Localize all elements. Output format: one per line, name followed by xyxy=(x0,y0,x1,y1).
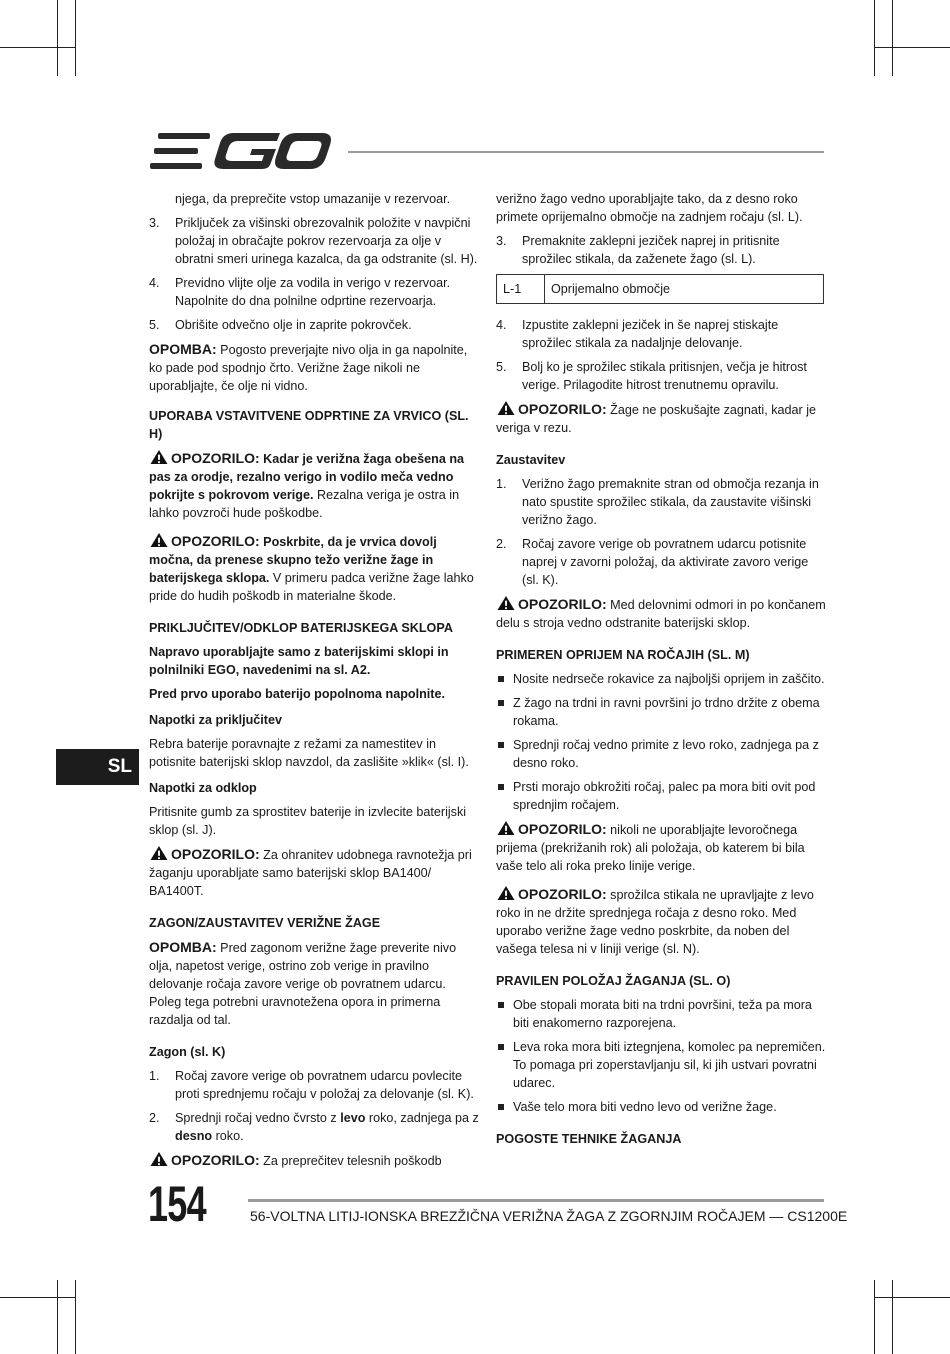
legend-table xyxy=(496,274,824,304)
subheading: Zagon (sl. K) xyxy=(149,1045,226,1059)
warning-icon xyxy=(149,845,169,861)
section-heading: PRIKLJUČITEV/ODKLOP BATERIJSKEGA SKLOPA xyxy=(149,621,453,635)
bullet-icon xyxy=(498,1044,504,1050)
list-item: 4. Izpustite zaklepni jeziček in še naprej stiskajte sprožilec stikala za nadaljnje delovanje. xyxy=(496,318,779,350)
header-rule xyxy=(348,151,824,153)
crop-mark xyxy=(892,0,893,76)
bold-paragraph: Napravo uporabljajte samo z baterijskimi sklopi in polnilniki EGO, navedenimi na sl. A2. xyxy=(149,645,449,677)
bullet-icon xyxy=(498,1002,504,1008)
crop-mark xyxy=(874,0,875,76)
warning: OPOZORILO: Žage ne poskušajte zagnati, kadar je veriga v rezu. xyxy=(496,401,816,435)
right-column xyxy=(496,190,826,1154)
list-item: 1. Ročaj zavore verige ob povratnem udarcu povlecite proti sprednjemu ročaju v položaj za delovanje (sl. K). xyxy=(149,1069,474,1101)
continued-text: njega, da preprečite vstop umazanije v rezervoar. xyxy=(175,192,451,206)
warning: OPOZORILO: Poskrbite, da je vrvica dovolj močna, da prenese skupno težo verižne žage in baterijskega sklopa. V primeru padca verižne žage lahko pride do hudih poškodb in materialne škode. xyxy=(149,533,474,603)
subheading: Napotki za priključitev xyxy=(149,713,282,727)
bullet-icon xyxy=(498,742,504,748)
list-item: Obe stopali morata biti na trdni površini, teža pa mora biti enakomerno razporejena. xyxy=(496,996,826,1032)
crop-mark xyxy=(0,1297,76,1298)
page-number: 154 xyxy=(148,1176,206,1232)
crop-mark xyxy=(75,0,76,76)
list-item: 3. Premaknite zaklepni jeziček naprej in pritisnite sprožilec stikala, da zaženete žago (sl. L). xyxy=(496,234,780,266)
bullet-icon xyxy=(498,784,504,790)
warning-icon xyxy=(496,885,516,901)
section-heading: POGOSTE TEHNIKE ŽAGANJA xyxy=(496,1132,682,1146)
table-row xyxy=(497,275,824,304)
crop-mark xyxy=(874,1297,950,1298)
warning: OPOZORILO: Med delovnimi odmori in po končanem delu s stroja vedno odstranite baterijski sklop. xyxy=(496,596,826,630)
paragraph: Pritisnite gumb za sprostitev baterije in izvlecite baterijski sklop (sl. J). xyxy=(149,805,467,837)
list-item: 5. Obrišite odvečno olje in zaprite pokrovček. xyxy=(149,318,412,332)
section-heading: ZAGON/ZAUSTAVITEV VERIŽNE ŽAGE xyxy=(149,916,381,930)
warning: OPOZORILO: Za ohranitev udobnega ravnotežja pri žaganju uporabljate samo baterijski sklop BA1400/ BA1400T. xyxy=(149,846,472,898)
warning-icon xyxy=(496,595,516,611)
subheading: Zaustavitev xyxy=(496,453,566,467)
crop-mark xyxy=(57,0,58,76)
crop-mark xyxy=(874,47,950,48)
bullet-icon xyxy=(498,1104,504,1110)
ego-logo xyxy=(150,131,332,171)
warning-icon xyxy=(496,400,516,416)
footer-title: 56-VOLTNA LITIJ-IONSKA BREZŽIČNA VERIŽNA ŽAGA Z ZGORNJIM ROČAJEM — CS1200E xyxy=(250,1208,848,1224)
list-item: 3. Priključek za višinski obrezovalnik položite v navpični položaj in obračajte pokrov rezervoarja za olje v obratni smeri urinega kazalca, da ga odstranite (sl. H). xyxy=(149,216,478,266)
crop-mark xyxy=(75,1280,76,1354)
list-item: 4. Previdno vlijte olje za vodila in verigo v rezervoar. Napolnite do dna polnilne odprtine rezervoarja. xyxy=(149,276,451,308)
list-item: 1. Verižno žago premaknite stran od območja rezanja in nato spustite sprožilec stikala, da zaustavite višinski verižno žago. xyxy=(496,477,819,527)
left-column xyxy=(149,190,479,1176)
list-item: 2. Ročaj zavore verige ob povratnem udarcu potisnite naprej v zavorni položaj, da aktivirate zavoro verige (sl. K). xyxy=(496,537,809,587)
section-heading: UPORABA VSTAVITVENE ODPRTINE ZA VRVICO (SL. H) xyxy=(149,409,469,441)
warning: OPOZORILO: nikoli ne uporabljajte levoročnega prijema (prekrižanih rok) ali položaja, ob katerem bi bila vaše telo ali roka preko linije verige. xyxy=(496,821,805,873)
warning-icon xyxy=(496,820,516,836)
subheading: Napotki za odklop xyxy=(149,781,257,795)
language-tab: SL xyxy=(56,749,139,785)
list-item: Vaše telo mora biti vedno levo od verižne žage. xyxy=(496,1098,826,1116)
list-item: 5. Bolj ko je sprožilec stikala pritisnjen, večja je hitrost verige. Prilagodite hitrost trenutnemu opravilu. xyxy=(496,360,807,392)
warning: OPOZORILO: Za preprečitev telesnih poškodb xyxy=(149,1151,479,1170)
legend-key: L-1 xyxy=(497,275,545,304)
bold-paragraph: Pred prvo uporabo baterijo popolnoma napolnite. xyxy=(149,687,445,701)
bullet-icon xyxy=(498,700,504,706)
note: OPOMBA: Pogosto preverjajte nivo olja in ga napolnite, ko pade pod spodnjo črto. Verižne žage nikoli ne uporabljajte, če olje ni vidno. xyxy=(149,341,468,393)
warning: OPOZORILO: sprožilca stikala ne upravljajte z levo roko in ne držite sprednjega ročaja z desno roko. Med uporabo verižne žage vedno poskrbite, da noben del vašega telesa ni v liniji verige (sl. N). xyxy=(496,886,814,956)
list-item: Sprednji ročaj vedno primite z levo roko, zadnjega pa z desno roko. xyxy=(496,736,826,772)
list-item: Prsti morajo obkrožiti ročaj, palec pa mora biti ovit pod sprednjim ročajem. xyxy=(496,778,826,814)
section-heading: PRIMEREN OPRIJEM NA ROČAJIH (SL. M) xyxy=(496,648,750,662)
continued-text: verižno žago vedno uporabljajte tako, da z desno roko primete oprijemalno območje na zadnjem ročaju (sl. L). xyxy=(496,192,803,224)
crop-mark xyxy=(0,47,76,48)
section-heading: PRAVILEN POLOŽAJ ŽAGANJA (SL. O) xyxy=(496,974,731,988)
bullet-icon xyxy=(498,676,504,682)
crop-mark xyxy=(57,1280,58,1354)
list-item: Leva roka mora biti iztegnjena, komolec pa nepremičen. To pomaga pri zoperstavljanju sil, ki jih ustvari povratni udarec. xyxy=(496,1038,826,1092)
paragraph: Rebra baterije poravnajte z režami za namestitev in potisnite baterijski sklop navzdol, da zaslišite »klik« (sl. I). xyxy=(149,737,469,769)
note: OPOMBA: Pred zagonom verižne žage preverite nivo olja, napetost verige, ostrino zob verige in pravilno delovanje ročaja zavore verige ob povratnem udarcu. Poleg tega potrebni uravnotežena opora in primerna razdalja od tal. xyxy=(149,939,457,1027)
warning-icon xyxy=(149,449,169,465)
crop-mark xyxy=(892,1280,893,1354)
warning-icon xyxy=(149,532,169,548)
warning: OPOZORILO: Kadar je verižna žaga obešena na pas za orodje, rezalno verigo in vodilo meča vedno pokrijte s pokrovom verige. Rezalna veriga je ostra in lahko povzroči hude poškodbe. xyxy=(149,450,465,520)
footer-rule xyxy=(248,1199,824,1202)
warning-icon xyxy=(149,1151,169,1167)
list-item: Z žago na trdni in ravni površini jo trdno držite z obema rokama. xyxy=(496,694,826,730)
list-item: Nosite nedrseče rokavice za najboljši oprijem in zaščito. xyxy=(496,670,826,688)
list-item: 2. Sprednji ročaj vedno čvrsto z levo roko, zadnjega pa z desno roko. xyxy=(149,1111,479,1143)
legend-value: Oprijemalno območje xyxy=(545,275,824,304)
crop-mark xyxy=(874,1280,875,1354)
